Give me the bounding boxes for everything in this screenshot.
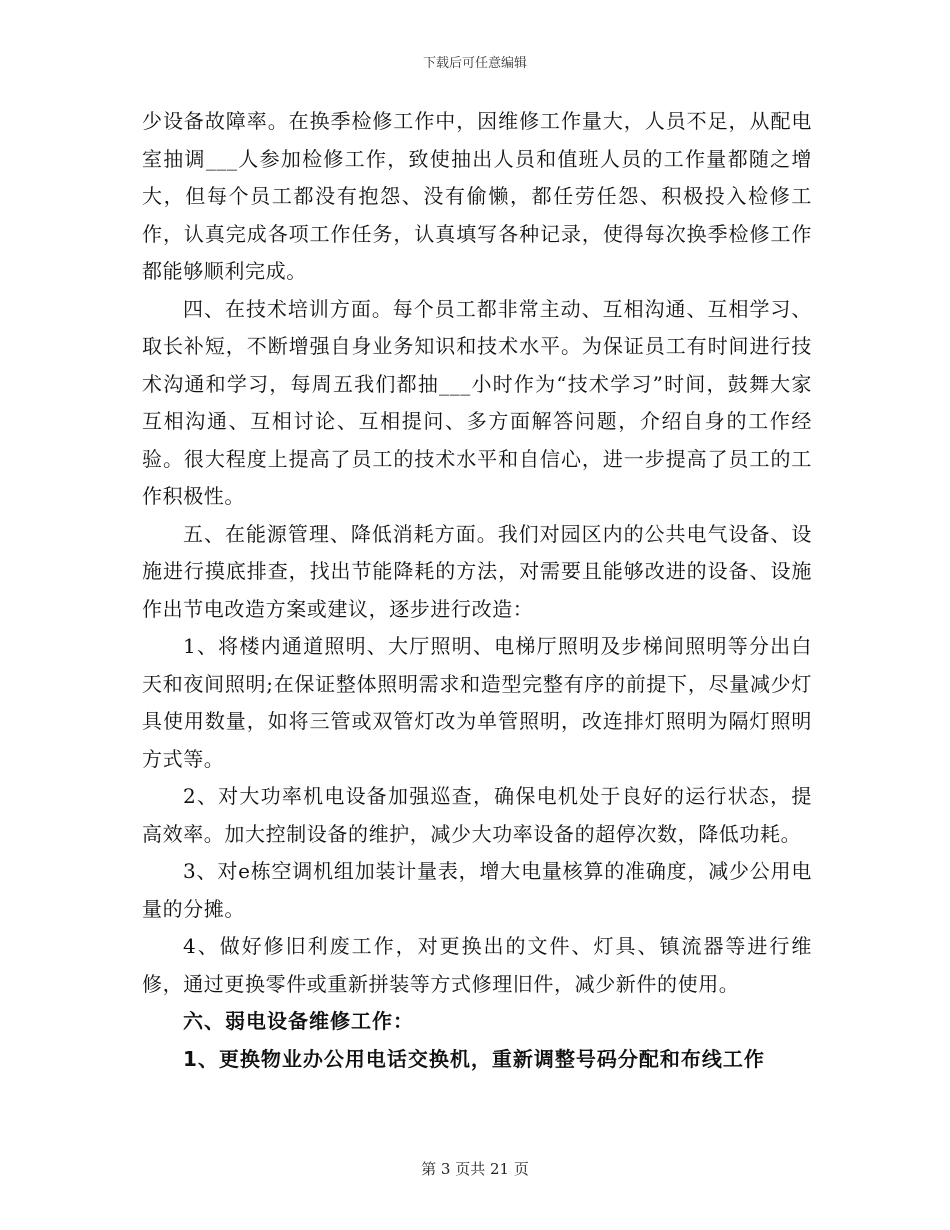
list-item-metering: 3、对e栋空调机组加装计量表，增大电量核算的准确度，减少公用电量的分摊。 (142, 859, 812, 921)
section-heading-weak-current: 六、弱电设备维修工作： (183, 1009, 414, 1033)
section-subheading-telephone: 1、更换物业办公用电话交换机，重新调整号码分配和布线工作 (183, 1046, 765, 1071)
page-number: 第 3 页共 21 页 (421, 1160, 529, 1178)
paragraph-energy-management: 五、在能源管理、降低消耗方面。我们对园区内的公共电气设备、设施进行摸底排查，找出节能降耗的方法，对需要且能够改进的设备、设施作出节电改造方案或建议，逐步进行改造： (142, 521, 812, 621)
paragraph-continuation: 少设备故障率。在换季检修工作中，因维修工作量大，人员不足，从配电室抽调___人参加检修工作，致使抽出人员和值班人员的工作量都随之增大，但每个员工都没有抱怨、没有偷懒，都任劳任怨、积极投入检修工作，认真完成各项工作任务，认真填写各种记录，使得每次换季检修工作都能够顺利完成。 (142, 109, 812, 283)
list-item-lighting: 1、将楼内通道照明、大厅照明、电梯厅照明及步梯间照明等分出白天和夜间照明;在保证整体照明需求和造型完整有序的前提下，尽量减少灯具使用数量，如将三管或双管灯改为单管照明，改连排灯照明为隔灯照明方式等。 (142, 634, 812, 771)
list-item-equipment-inspection: 2、对大功率机电设备加强巡查，确保电机处于良好的运行状态，提高效率。加大控制设备的维护，减少大功率设备的超停次数，降低功耗。 (142, 784, 812, 846)
paragraph-technical-training: 四、在技术培训方面。每个员工都非常主动、互相沟通、互相学习、取长补短，不断增强自身业务知识和技术水平。为保证员工有时间进行技术沟通和学习，每周五我们都抽___小时作为“技术学习”时间，鼓舞大家互相沟通、互相讨论、互相提问、多方面解答问题，介绍自身的工作经验。很大程度上提高了员工的技术水平和自信心，进一步提高了员工的工作积极性。 (142, 296, 812, 508)
list-item-repair-reuse: 4、做好修旧利废工作，对更换出的文件、灯具、镇流器等进行维修，通过更换零件或重新拼装等方式修理旧件，减少新件的使用。 (142, 934, 812, 996)
page-header: 下载后可任意编辑 (422, 56, 527, 71)
document-body (142, 103, 812, 1078)
